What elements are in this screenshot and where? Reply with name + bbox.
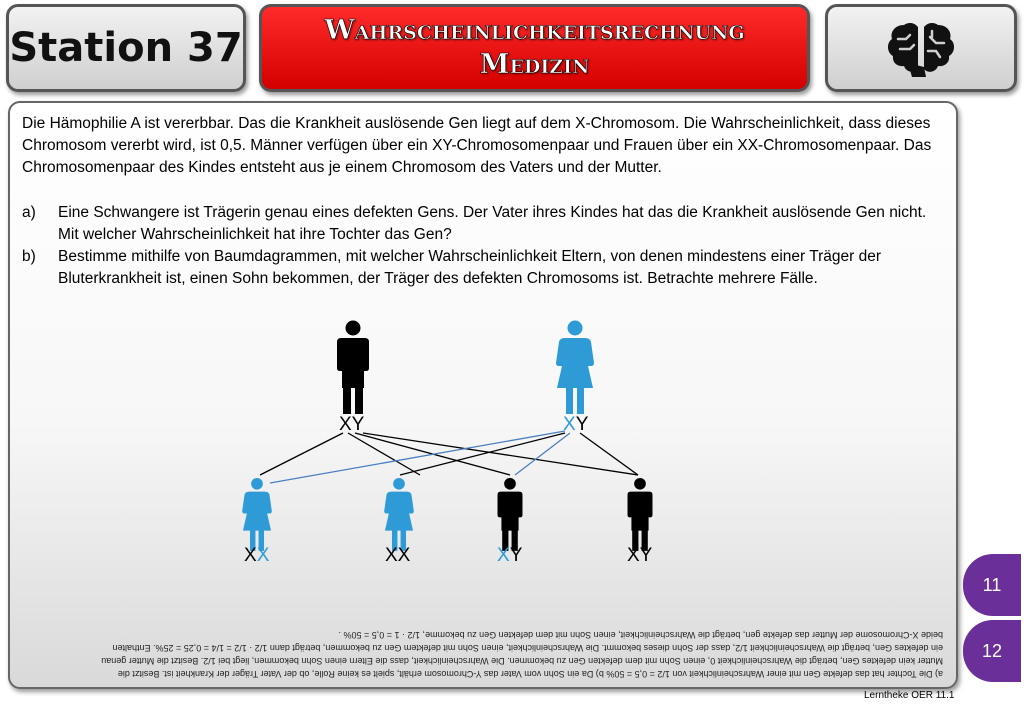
solution-text [28, 604, 943, 680]
nav-station-12-button[interactable]: 12 [963, 620, 1021, 682]
child-4-genotype: XY [627, 545, 653, 566]
carrier-lines [270, 431, 570, 483]
inheritance-diagram [10, 103, 958, 603]
task-a-text: Eine Schwangere ist Trägerin genau eines defekten Gens. Der Vater ihres Kindes hat das die Krankheit auslösende Gen nicht. Mit welcher Wahrscheinlichkeit hat ihre Tochter das Gen? [58, 204, 927, 243]
mother-genotype: XY [563, 414, 589, 435]
father-genotype: XY [339, 414, 365, 435]
son-1-figure [498, 478, 523, 551]
station-title: Station 37 [9, 25, 243, 71]
topic-icon-box [825, 4, 1017, 92]
nav-station-11-button[interactable]: 11 [963, 554, 1021, 616]
title-line-1: Wahrscheinlichkeitsrechnung [324, 15, 745, 46]
mother-figure [556, 321, 594, 415]
title-line-2: Medizin [479, 49, 590, 80]
child-2-genotype: XX [385, 545, 411, 566]
solution-line-2: Mutter kein defektes Gen, beträgt die Wahrscheinlichkeit 0, einen Sohn mit dem defekten Gen zu bekommen. Die Wahrscheinlichkeit, dass die Eltern einen Sohn bekommen, liegt bei 1/2. Besitzt die Mutter genau [101, 656, 943, 666]
task-b-label: b) [22, 248, 36, 265]
son-2-figure [628, 478, 653, 551]
solution-line-4: beide X-Chromosome der Mutter das defekte gen, beträgt die Wahrscheinlichkeit, einen Sohn mit dem defekten Gen zu bekomme, 1/2 · 1 = 0,5 = 50% . [338, 630, 943, 640]
father-figure [337, 321, 369, 415]
topic-title [259, 4, 810, 92]
solution-line-3: ein defektes Gen, beträgt die Wahrscheinlichkeit 1/2, dass der Sohn dieses bekommt. Die Wahrscheinlichkeit, einen Sohn mit defektem Gen zu bekommen, beträgt dann 1/2 · 1/2 = 1/4 = 0,25 = 25%. Enthalten [112, 643, 943, 653]
task-panel [8, 101, 958, 689]
intro-text: Die Hämophilie A ist vererbbar. Das die Krankheit auslösende Gen liegt auf dem X-Chromosom. Die Wahrscheinlichkeit, dass dieses Chromosom vererbt wird, ist 0,5. Männer verfügen über ein XY-Chromosomenpaar und Frauen über ein XX-Chromosomenpaar. Das Chromosomenpaar des Kindes entsteht aus je einem Chromosom des Vaters und der Mutter. [22, 115, 932, 176]
task-b-text: Bestimme mithilfe von Baumdagrammen, mit welcher Wahrscheinlichkeit Eltern, von denen mindestens einer Träger der Bluterkrankheit ist, einen Sohn bekommen, der Träger des defekten Chromosoms ist. Betrachte mehrere Fälle. [58, 248, 882, 287]
solution-line-1: a) Die Tochter hat das defekte Gen mit einer Wahrscheinlichkeit von 1/2 = 0,5 = 50% b) Da ein Sohn vom Vater das Y-Chromosom erhält, spielt es keine Rolle, ob der Vater Träger der Krankheit ist. Besitzt die [117, 669, 943, 679]
brain-icon [886, 17, 956, 79]
footer-label: Lerntheke OER 11.1 [864, 690, 955, 701]
inheritance-lines [260, 433, 638, 475]
station-label [6, 4, 246, 92]
daughter-1-figure [242, 478, 272, 551]
task-a-label: a) [22, 204, 36, 221]
child-1-genotype: XX [244, 545, 270, 566]
daughter-2-figure [384, 478, 414, 551]
child-3-genotype: XY [497, 545, 523, 566]
